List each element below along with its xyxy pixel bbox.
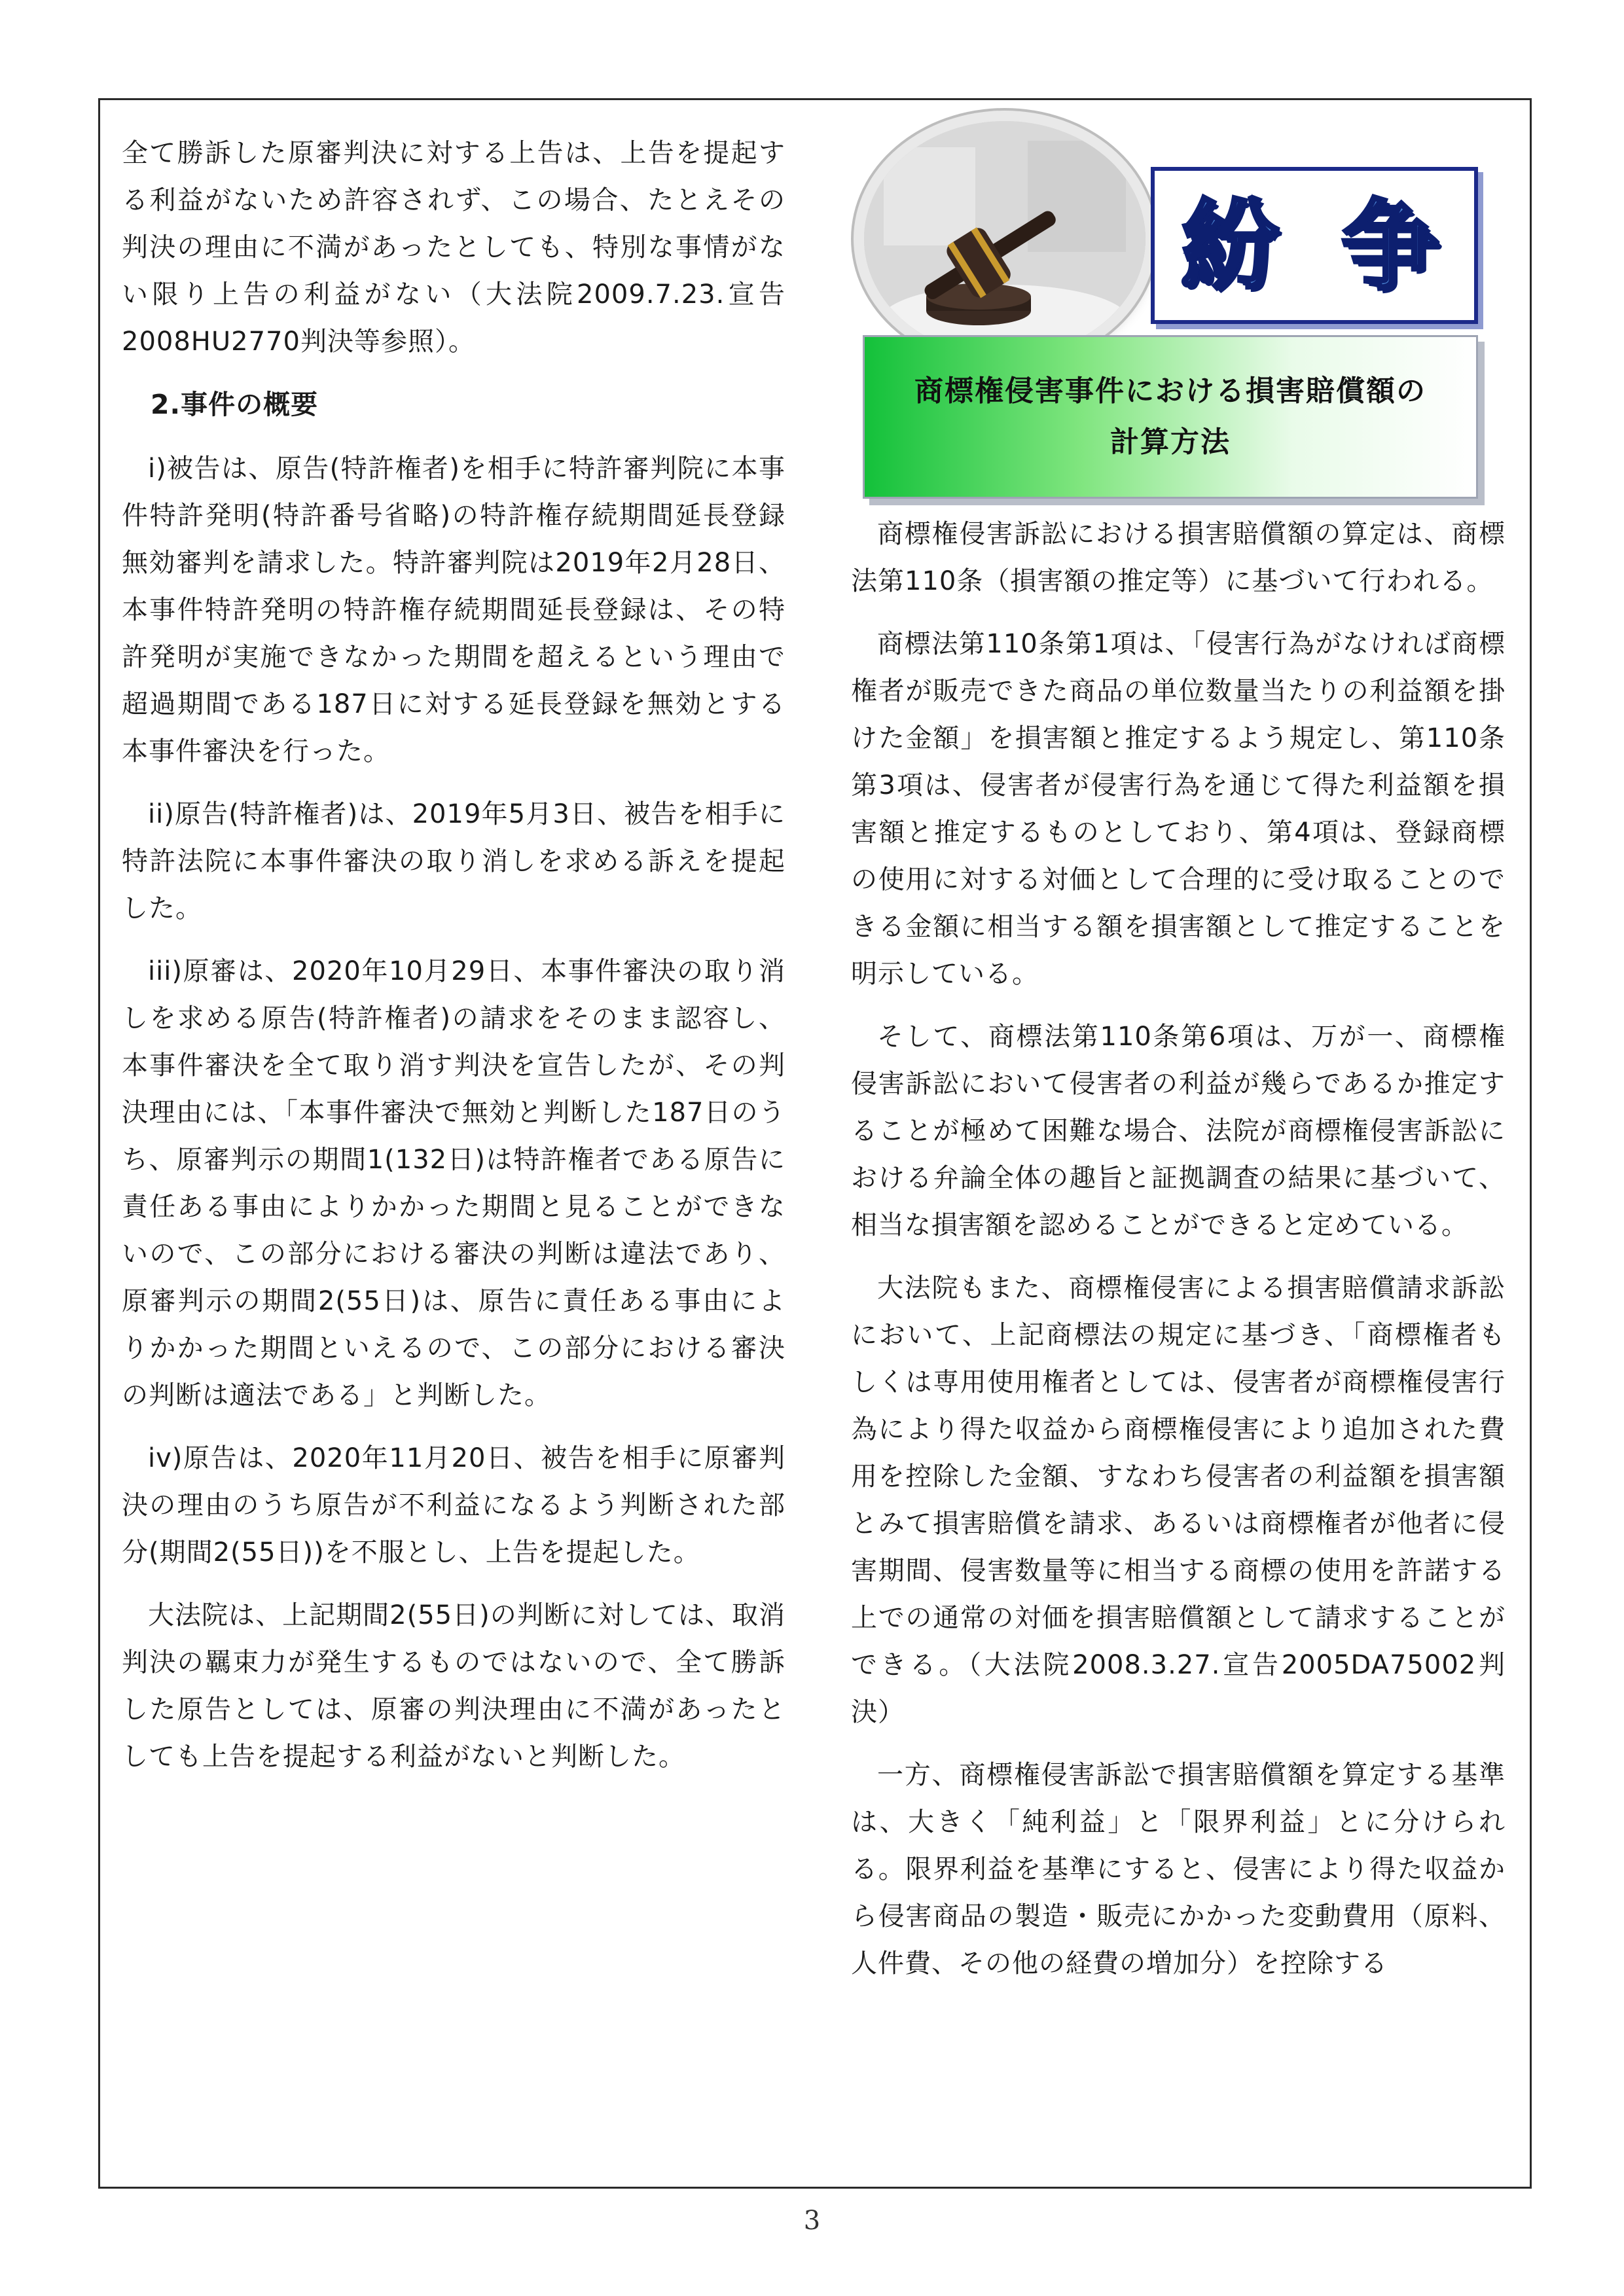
left-column [122, 130, 785, 1796]
title-char-1: 紛 [1181, 188, 1280, 304]
paragraph-case-i: i)被告は、原告(特許権者)を相手に特許審判院に本事件特許発明(特許番号省略)の特許権存続期間延長登録無効審判を請求した。特許審判院は2019年2月28日、本事件特許発明の特許権存続期間延長登録は、その特許発明が実施できなかった期間を超えるという理由で超過期間である187日に対する延長登録を無効とする本事件審決を行った。 [122, 454, 785, 766]
paragraph-case-iii: iii)原審は、2020年10月29日、本事件審決の取り消しを求める原告(特許権者)の請求をそのまま認容し、本事件審決を全て取り消す判決を宣告したが、その判決理由には、「本事件審決で無効と判断した187日のうち、原審判示の期間1(132日)は特許権者である原告に責任ある事由によりかかった期間と見ることができないので、この部分における審決の判断は違法であり、原審判示の期間2(55日)は、原告に責任ある事由によりかかった期間といえるので、この部分における審決の判断は適法である」と判断した。 [122, 956, 785, 1410]
paragraph-intro: 全て勝訴した原審判決に対する上告は、上告を提起する利益がないため許容されず、この場合、たとえその判決の理由に不満があったとしても、特別な事情がない限り上告の利益がない（大法院2009.7.23.宣告2008HU2770判決等参照）。 [122, 138, 785, 357]
paragraph-case-ii: ii)原告(特許権者)は、2019年5月3日、被告を相手に特許法院に本事件審決の取り消しを求める訴えを提起した。 [122, 799, 785, 924]
title-char-2: 争 [1341, 188, 1440, 304]
paragraph-r3: そして、商標法第110条第6項は、万が一、商標権侵害訴訟において侵害者の利益が幾らであるか推定することが極めて困難な場合、法院が商標権侵害訴訟における弁論全体の趣旨と証拠調査の結果に基づいて、相当な損害額を認めることができると定めている。 [851, 1022, 1506, 1240]
right-column [851, 511, 1506, 2003]
paragraph-r1: 商標権侵害訴訟における損害賠償額の算定は、商標法第110条（損害額の推定等）に基づいて行われる。 [851, 519, 1506, 596]
article-subtitle [863, 335, 1478, 499]
paragraph-r2: 商標法第110条第1項は、「侵害行為がなければ商標権者が販売できた商品の単位数量当たりの利益額を掛けた金額」を損害額と推定するよう規定し、第110条第3項は、侵害者が侵害行為を通じて得た利益額を損害額と推定するものとしており、第4項は、登録商標の使用に対する対価として合理的に受け取ることのできる金額に相当する額を損害額として推定することを明示している。 [851, 629, 1506, 989]
dispute-title-box [1151, 167, 1478, 324]
page-number: 3 [803, 2206, 821, 2236]
section-heading: 2.事件の概要 [151, 389, 319, 420]
paragraph-conclusion: 大法院は、上記期間2(55日)の判断に対しては、取消判決の羈束力が発生するものではないので、全て勝訴した原告としては、原審の判決理由に不満があったとしても上告を提起する利益がないと判断した。 [122, 1600, 785, 1772]
gavel-photo-icon [864, 121, 1146, 357]
subtitle-line-1: 商標権侵害事件における損害賠償額の [914, 374, 1426, 408]
paragraph-r4: 大法院もまた、商標権侵害による損害賠償請求訴訟において、上記商標法の規定に基づき、「商標権者もしくは専用使用権者としては、侵害者が商標権侵害行為により得た収益から商標権侵害により追加された費用を控除した金額、すなわち侵害者の利益額を損害額とみて損害賠償を請求、あるいは商標権者が他者に侵害期間、侵害数量等に相当する商標の使用を許諾する上での通常の対価を損害賠償額として請求することができる。（大法院2008.3.27.宣告2005DA75002判決） [851, 1273, 1506, 1727]
subtitle-line-2: 計算方法 [1110, 425, 1231, 459]
paragraph-r5: 一方、商標権侵害訴訟で損害賠償額を算定する基準は、大きく「純利益」と「限界利益」とに分けられる。限界利益を基準にすると、侵害により得た収益から侵害商品の製造・販売にかかった変動費用（原料、人件費、その他の経費の増加分）を控除する [851, 1760, 1506, 1979]
paragraph-case-iv: iv)原告は、2020年11月20日、被告を相手に原審判決の理由のうち原告が不利益になるよう判断された部分(期間2(55日))を不服とし、上告を提起した。 [122, 1443, 785, 1568]
